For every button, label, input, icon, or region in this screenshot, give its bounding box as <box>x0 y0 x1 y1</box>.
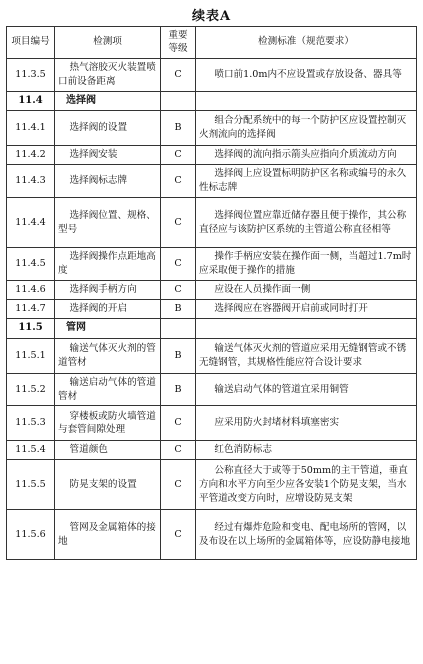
importance-level: C <box>161 146 196 165</box>
inspection-item: 选择阀的设置 <box>55 111 161 146</box>
item-number: 11.4.1 <box>7 111 55 146</box>
item-number: 11.5.2 <box>7 373 55 406</box>
inspection-standard: 组合分配系统中的每一个防护区应设置控制灭火剂流向的选择阀 <box>196 111 417 146</box>
item-number: 11.4.6 <box>7 281 55 300</box>
inspection-item: 管道颜色 <box>55 441 161 460</box>
inspection-item: 选择阀安装 <box>55 146 161 165</box>
importance-level: B <box>161 300 196 319</box>
inspection-standard: 输送气体灭火剂的管道应采用无缝钢管或不锈无缝钢管，其规格性能应符合设计要求 <box>196 338 417 373</box>
table-title: 续表A <box>191 9 232 24</box>
table-row <box>7 111 417 146</box>
importance-level: C <box>161 248 196 281</box>
table-row <box>7 198 417 248</box>
header-inspection-standard: 检测标准（规范要求） <box>196 27 417 59</box>
item-number: 11.5.5 <box>7 460 55 510</box>
table-row <box>7 59 417 92</box>
table-row <box>7 373 417 406</box>
table-row <box>7 248 417 281</box>
table-row <box>7 441 417 460</box>
inspection-item: 热气溶胶灭火装置喷口前设备距离 <box>55 59 161 92</box>
section-row <box>7 319 417 339</box>
table-row <box>7 406 417 441</box>
item-number: 11.5.6 <box>7 510 55 560</box>
table-row <box>7 146 417 165</box>
table-row <box>7 510 417 560</box>
importance-level: B <box>161 373 196 406</box>
item-number: 11.4.7 <box>7 300 55 319</box>
item-number: 11.4.5 <box>7 248 55 281</box>
section-number: 11.4 <box>7 91 55 111</box>
item-number: 11.3.5 <box>7 59 55 92</box>
empty-cell <box>196 91 417 111</box>
table-body <box>7 59 417 560</box>
importance-level: C <box>161 406 196 441</box>
importance-level: C <box>161 510 196 560</box>
importance-level: C <box>161 198 196 248</box>
inspection-standard: 喷口前1.0m内不应设置或存放设备、器具等 <box>196 59 417 92</box>
inspection-item: 选择阀的开启 <box>55 300 161 319</box>
importance-level: C <box>161 441 196 460</box>
inspection-item: 选择阀标志牌 <box>55 165 161 198</box>
inspection-item: 选择阀位置、规格、型号 <box>55 198 161 248</box>
importance-level: C <box>161 281 196 300</box>
empty-cell <box>161 91 196 111</box>
inspection-standard: 选择阀应在容器阀开启前或同时打开 <box>196 300 417 319</box>
item-number: 11.5.1 <box>7 338 55 373</box>
inspection-item: 输送启动气体的管道管材 <box>55 373 161 406</box>
inspection-item: 穿楼板或防火墙管道与套管间隙处理 <box>55 406 161 441</box>
section-row <box>7 91 417 111</box>
section-name: 管网 <box>55 319 161 339</box>
table-row <box>7 281 417 300</box>
section-name: 选择阀 <box>55 91 161 111</box>
inspection-standard: 输送启动气体的管道宜采用铜管 <box>196 373 417 406</box>
inspection-item: 输送气体灭火剂的管道管材 <box>55 338 161 373</box>
empty-cell <box>161 319 196 339</box>
header-inspection-item: 检测项 <box>55 27 161 59</box>
item-number: 11.5.3 <box>7 406 55 441</box>
importance-level: C <box>161 165 196 198</box>
inspection-standard: 操作手柄应安装在操作面一侧，当超过1.7m时应采取便于操作的措施 <box>196 248 417 281</box>
importance-level: B <box>161 338 196 373</box>
inspection-standard: 经过有爆炸危险和变电、配电场所的管网，以及布设在以上场所的金属箱体等，应设防静电接地 <box>196 510 417 560</box>
importance-level: C <box>161 460 196 510</box>
importance-level: C <box>161 59 196 92</box>
header-item-number: 项目编号 <box>7 27 55 59</box>
table-row <box>7 460 417 510</box>
item-number: 11.5.4 <box>7 441 55 460</box>
inspection-standard: 选择阀上应设置标明防护区名称或编号的永久性标志牌 <box>196 165 417 198</box>
inspection-item: 管网及金属箱体的接地 <box>55 510 161 560</box>
inspection-standard: 应采用防火封堵材料填塞密实 <box>196 406 417 441</box>
inspection-item: 防晃支架的设置 <box>55 460 161 510</box>
importance-level: B <box>161 111 196 146</box>
table-header-row <box>7 27 417 59</box>
table-row <box>7 300 417 319</box>
header-importance-level: 重要等级 <box>161 27 196 59</box>
inspection-standard: 红色消防标志 <box>196 441 417 460</box>
empty-cell <box>196 319 417 339</box>
section-number: 11.5 <box>7 319 55 339</box>
inspection-table <box>6 26 417 560</box>
item-number: 11.4.3 <box>7 165 55 198</box>
table-row <box>7 338 417 373</box>
item-number: 11.4.2 <box>7 146 55 165</box>
inspection-standard: 公称直径大于或等于50mm的主干管道，垂直方向和水平方向至少应各安装1个防晃支架，当水平管道改变方向时，应增设防晃支架 <box>196 460 417 510</box>
table-row <box>7 165 417 198</box>
inspection-item: 选择阀手柄方向 <box>55 281 161 300</box>
inspection-standard: 选择阀的流向指示箭头应指向介质流动方向 <box>196 146 417 165</box>
inspection-standard: 应设在人员操作面一侧 <box>196 281 417 300</box>
inspection-item: 选择阀操作点距地高度 <box>55 248 161 281</box>
item-number: 11.4.4 <box>7 198 55 248</box>
inspection-standard: 选择阀位置应靠近储存器且便于操作，其公称直径应与该防护区系统的主管道公称直径相等 <box>196 198 417 248</box>
